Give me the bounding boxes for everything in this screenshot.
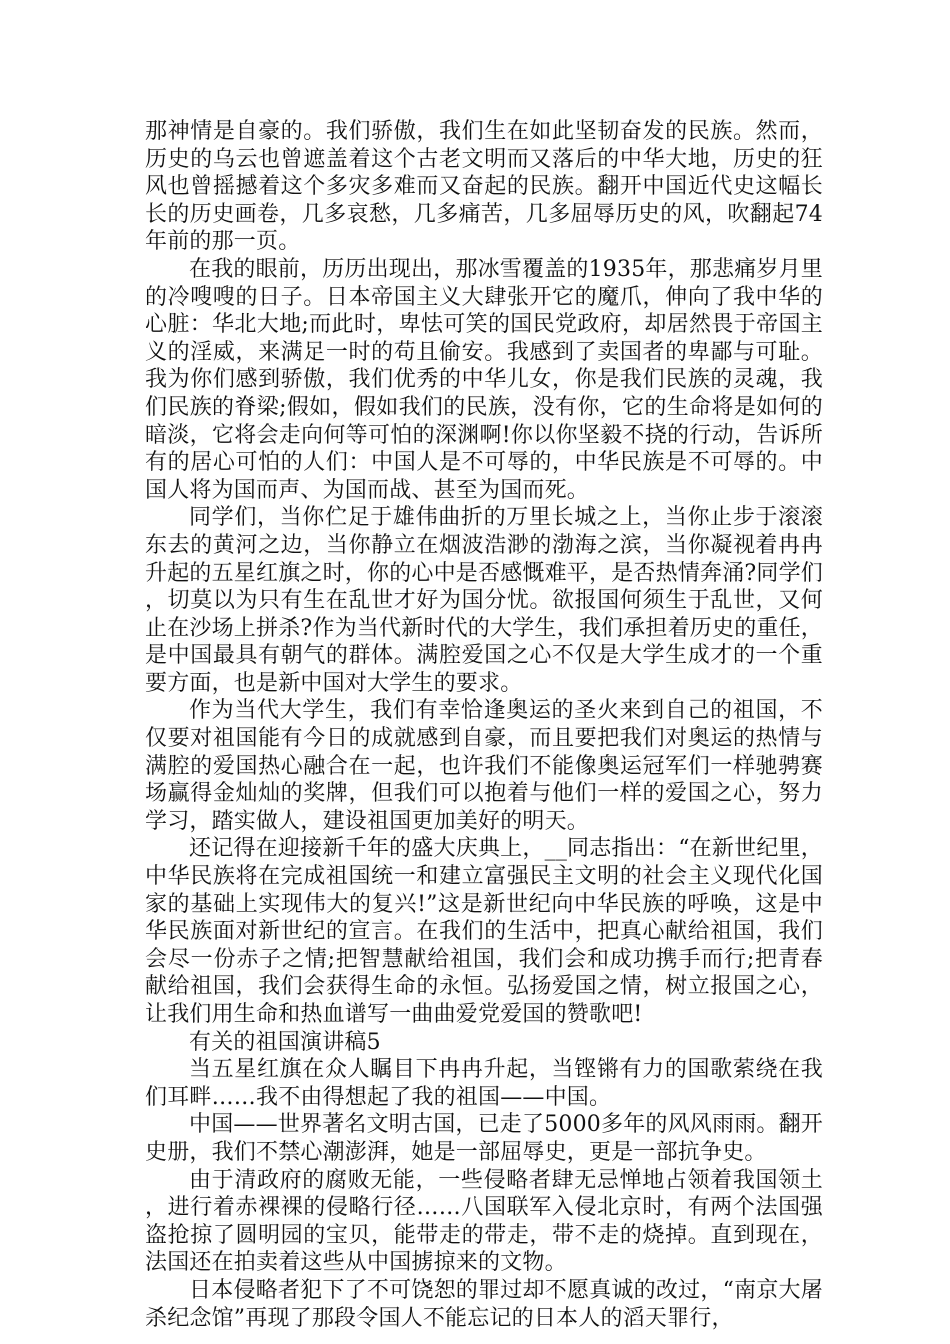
paragraph-3: 同学们，当你伫足于雄伟曲折的万里长城之上，当你止步于滚滚东去的黄河之边，当你静立在烟波浩渺的渤海之滨，当你凝视着冉冉升起的五星红旗之时，你的心中是否感慨难平，是否热情奔涌?同学们，切莫以为只有生在乱世才好为国分忧。欲报国何须生于乱世，又何止在沙场上拼杀?作为当代新时代的大学生，我们承担着历史的重任，是中国最具有朝气的群体。满腔爱国之心不仅是大学生成才的一个重要方面，也是新中国对大学生的要求。: [145, 505, 823, 696]
document-page: [145, 118, 823, 1332]
paragraph-4: 作为当代大学生，我们有幸恰逢奥运的圣火来到自己的祖国，不仅要对祖国能有今日的成就感到自豪，而且要把我们对奥运的热情与满腔的爱国热心融合在一起，也许我们不能像奥运冠军们一样驰骋赛场赢得金灿灿的奖牌，但我们可以抱着与他们一样的爱国之心，努力学习，踏实做人，建设祖国更加美好的明天。: [145, 698, 823, 834]
paragraph-9: 日本侵略者犯下了不可饶恕的罪过却不愿真诚的改过，“南京大屠杀纪念馆”再现了那段令国人不能忘记的日本人的滔天罪行，: [145, 1277, 823, 1331]
paragraph-6: 当五星红旗在众人瞩目下冉冉升起，当铿锵有力的国歌萦绕在我们耳畔……我不由得想起了我的祖国——中国。: [145, 1057, 823, 1110]
paragraph-5: 还记得在迎接新千年的盛大庆典上，__同志指出：“在新世纪里，中华民族将在完成祖国统一和建立富强民主文明的社会主义现代化国家的基础上实现伟大的复兴!”这是新世纪向中华民族的呼唤，这是中华民族面对新世纪的宣言。在我们的生活中，把真心献给祖国，我们会尽一份赤子之情;把智慧献给祖国，我们会和成功携手而行;把青春献给祖国，我们会获得生命的永恒。弘扬爱国之情，树立报国之心，让我们用生命和热血谱写一曲曲爱党爱国的赞歌吧!: [145, 836, 823, 1027]
paragraph-8: 由于清政府的腐败无能，一些侵略者肆无忌惮地占领着我国领土，进行着赤裸裸的侵略行径……八国联军入侵北京时，有两个法国强盗抢掠了圆明园的宝贝，能带走的带走，带不走的烧掉。直到现在，法国还在拍卖着这些从中国掳掠来的文物。: [145, 1167, 823, 1276]
paragraph-2: 在我的眼前，历历出现出，那冰雪覆盖的1935年，那悲痛岁月里的冷嗖嗖的日子。日本帝国主义大肆张开它的魔爪，伸向了我中华的心脏：华北大地;而此时，卑怯可笑的国民党政府，却居然畏于帝国主义的淫威，来满足一时的苟且偷安。我感到了卖国者的卑鄙与可耻。我为你们感到骄傲，我们优秀的中华儿女，你是我们民族的灵魂，我们民族的脊梁;假如，假如我们的民族，没有你，它的生命将是如何的暗淡，它将会走向何等可怕的深渊啊!你以你坚毅不挠的行动，告诉所有的居心可怕的人们：中国人是不可辱的，中华民族是不可辱的。中国人将为国而声、为国而战、甚至为国而死。: [145, 256, 823, 503]
section-heading: 有关的祖国演讲稿5: [189, 1029, 381, 1055]
paragraph-1: 那神情是自豪的。我们骄傲，我们生在如此坚韧奋发的民族。然而，历史的乌云也曾遮盖着这个古老文明而又落后的中华大地，历史的狂风也曾摇撼着这个多灾多难而又奋起的民族。翻开中国近代史这幅长长的历史画卷，几多哀愁，几多痛苦，几多屈辱历史的风，吹翻起74年前的那一页。: [145, 119, 823, 255]
paragraph-7: 中国——世界著名文明古国，已走了5000多年的风风雨雨。翻开史册，我们不禁心潮澎湃，她是一部屈辱史，更是一部抗争史。: [145, 1112, 823, 1165]
